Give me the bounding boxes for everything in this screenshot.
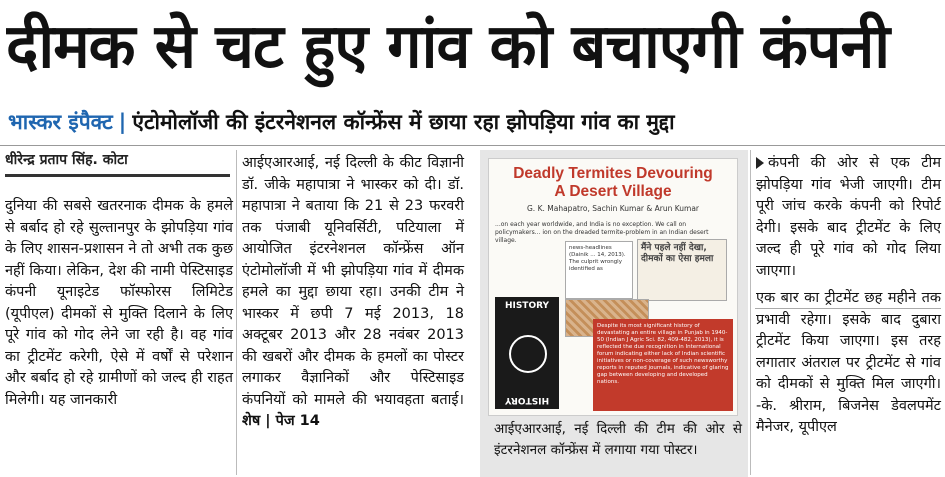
kicker-text: एंटोमोलॉजी की इंटरनेशनल कॉन्फ्रेंस में छाया रहा झोपड़िया गांव का मुद्दा xyxy=(132,110,675,134)
article-text-4a: कंपनी की ओर से एक टीम झोपड़िया गांव भेजी जाएगी। टीम पूरी जांच करके कंपनी को रिपोर्ट देगी। इसके बाद ट्रीटमेंट के लिए जल्द ही पूरे गांव को गोद लिया जाएगा। xyxy=(756,155,941,279)
history-label-top: HISTORY xyxy=(504,301,550,311)
poster-intro: ...on each year worldwide, and India is no exception. We call on policymakers... ion on the dreaded termite-problem in an Indian desert village. xyxy=(495,221,709,244)
poster-hindi-clip-text: मैंने पहले नहीं देखा, दीमकों का ऐसा हमला xyxy=(641,243,714,264)
poster-title-line-2: A Desert Village xyxy=(554,183,672,200)
article-column-2 xyxy=(242,153,464,433)
headline: दीमक से चट हुए गांव को बचाएगी कंपनी xyxy=(6,11,890,82)
poster-title xyxy=(489,165,737,201)
poster-red-box: Despite its most significant history of devastating an entire village in Punjab in 1940-50 (Indian J Agric Sci. 82, 409-482, 2013), it is reflected the due recognition in International forum indicating either lack of Indian scientific initiatives or non-coverage of such newsworthy reports in reputed journals, indicative of glaring gap between developing and developed nations. xyxy=(593,319,733,411)
history-label-bottom: HISTORY xyxy=(504,395,550,405)
column-divider xyxy=(236,150,237,475)
kicker xyxy=(8,104,938,140)
article-text-2: आईएआरआई, नई दिल्ली के कीट विज्ञानी डॉ. जीके महापात्रा ने भास्कर को दी। डॉ. महापात्रा ने बताया कि 21 से 23 फरवरी तक पंजाबी यूनिवर्सिटी, पटियाला में आयोजित इंटरनेशनल कॉन्फ्रेंस ऑन एंटोमोलॉजी में भी झोपड़िया गांव में दीमक हमले का मुद्दा छाया रहा। उनकी टीम ने भास्कर में छपी 7 मई 2013, 18 अक्टूबर 2013 और 28 नवंबर 2013 की खबरों और दीमक के हमलों का पोस्टर लगाकर वैज्ञानिकों और पेस्टिसाइड कंपनियों को मामले की भयावहता बताई। xyxy=(242,155,464,408)
article-text-1: दुनिया की सबसे खतरनाक दीमक के हमले से बर्बाद हो रहे सुल्तानपुर के झोपड़िया गांव के लिए शासन-प्रशासन ने तो अभी तक कुछ नहीं किया। लेकिन, देश की नामी पेस्टिसाइड कंपनी यूनाइटेड फॉस्फोरस लिमिटेड (यूपीएल) दीमकों से मुक्ति दिलाने के लिए पूरे गांव को गोद लेने जा रही है। वह गांव का ट्रीटमेंट करेगी, ऐसे में वर्षों से परेशान और बर्बाद हो रहे ग्रामीणों को जल्द ही राहत मिलेगी। यह जानकारी xyxy=(5,198,233,408)
kicker-brand: भास्कर इंपैक्ट xyxy=(8,110,113,134)
poster-news-clip-text: news-headlines (Dainik ... 14, 2013). The culprit wrongly identified as xyxy=(569,245,626,272)
byline-divider xyxy=(5,174,230,177)
history-stamp-icon xyxy=(509,335,547,373)
article-column-1 xyxy=(5,196,233,411)
poster-photo xyxy=(488,158,738,416)
poster-news-clip xyxy=(565,241,633,299)
photo-caption: आईएआरआई, नई दिल्ली की टीम की ओर से इंटरनेशनल कॉन्फ्रेंस में लगाया गया पोस्टर। xyxy=(494,421,742,458)
poster-authors: G. K. Mahapatro, Sachin Kumar & Arun Kumar xyxy=(527,204,699,213)
article-text-4b: एक बार का ट्रीटमेंट छह महीने तक प्रभावी रहेगा। इसके बाद दुबारा ट्रीटमेंट किया जाएगा। इस तरह लगातार अंतराल पर ट्रीटमेंट से गांव को दीमकों से मुक्ति मिल जाएगी। -के. श्रीराम, बिजनेस डेवलपमेंट मैनेजर, यूपीएल xyxy=(756,290,941,435)
header-divider xyxy=(0,145,945,146)
poster-hindi-clip xyxy=(637,239,727,301)
poster-title-line-1: Deadly Termites Devouring xyxy=(513,165,713,182)
continued-note: शेष | पेज 14 xyxy=(242,413,320,429)
arrow-bullet-icon xyxy=(756,157,764,169)
poster-history-panel xyxy=(495,297,559,409)
byline: धीरेन्द्र प्रताप सिंह. कोटा xyxy=(5,152,128,168)
kicker-separator: | xyxy=(118,110,127,134)
article-column-4 xyxy=(756,153,941,439)
column-divider xyxy=(750,150,751,475)
column-4-divider xyxy=(755,308,941,309)
